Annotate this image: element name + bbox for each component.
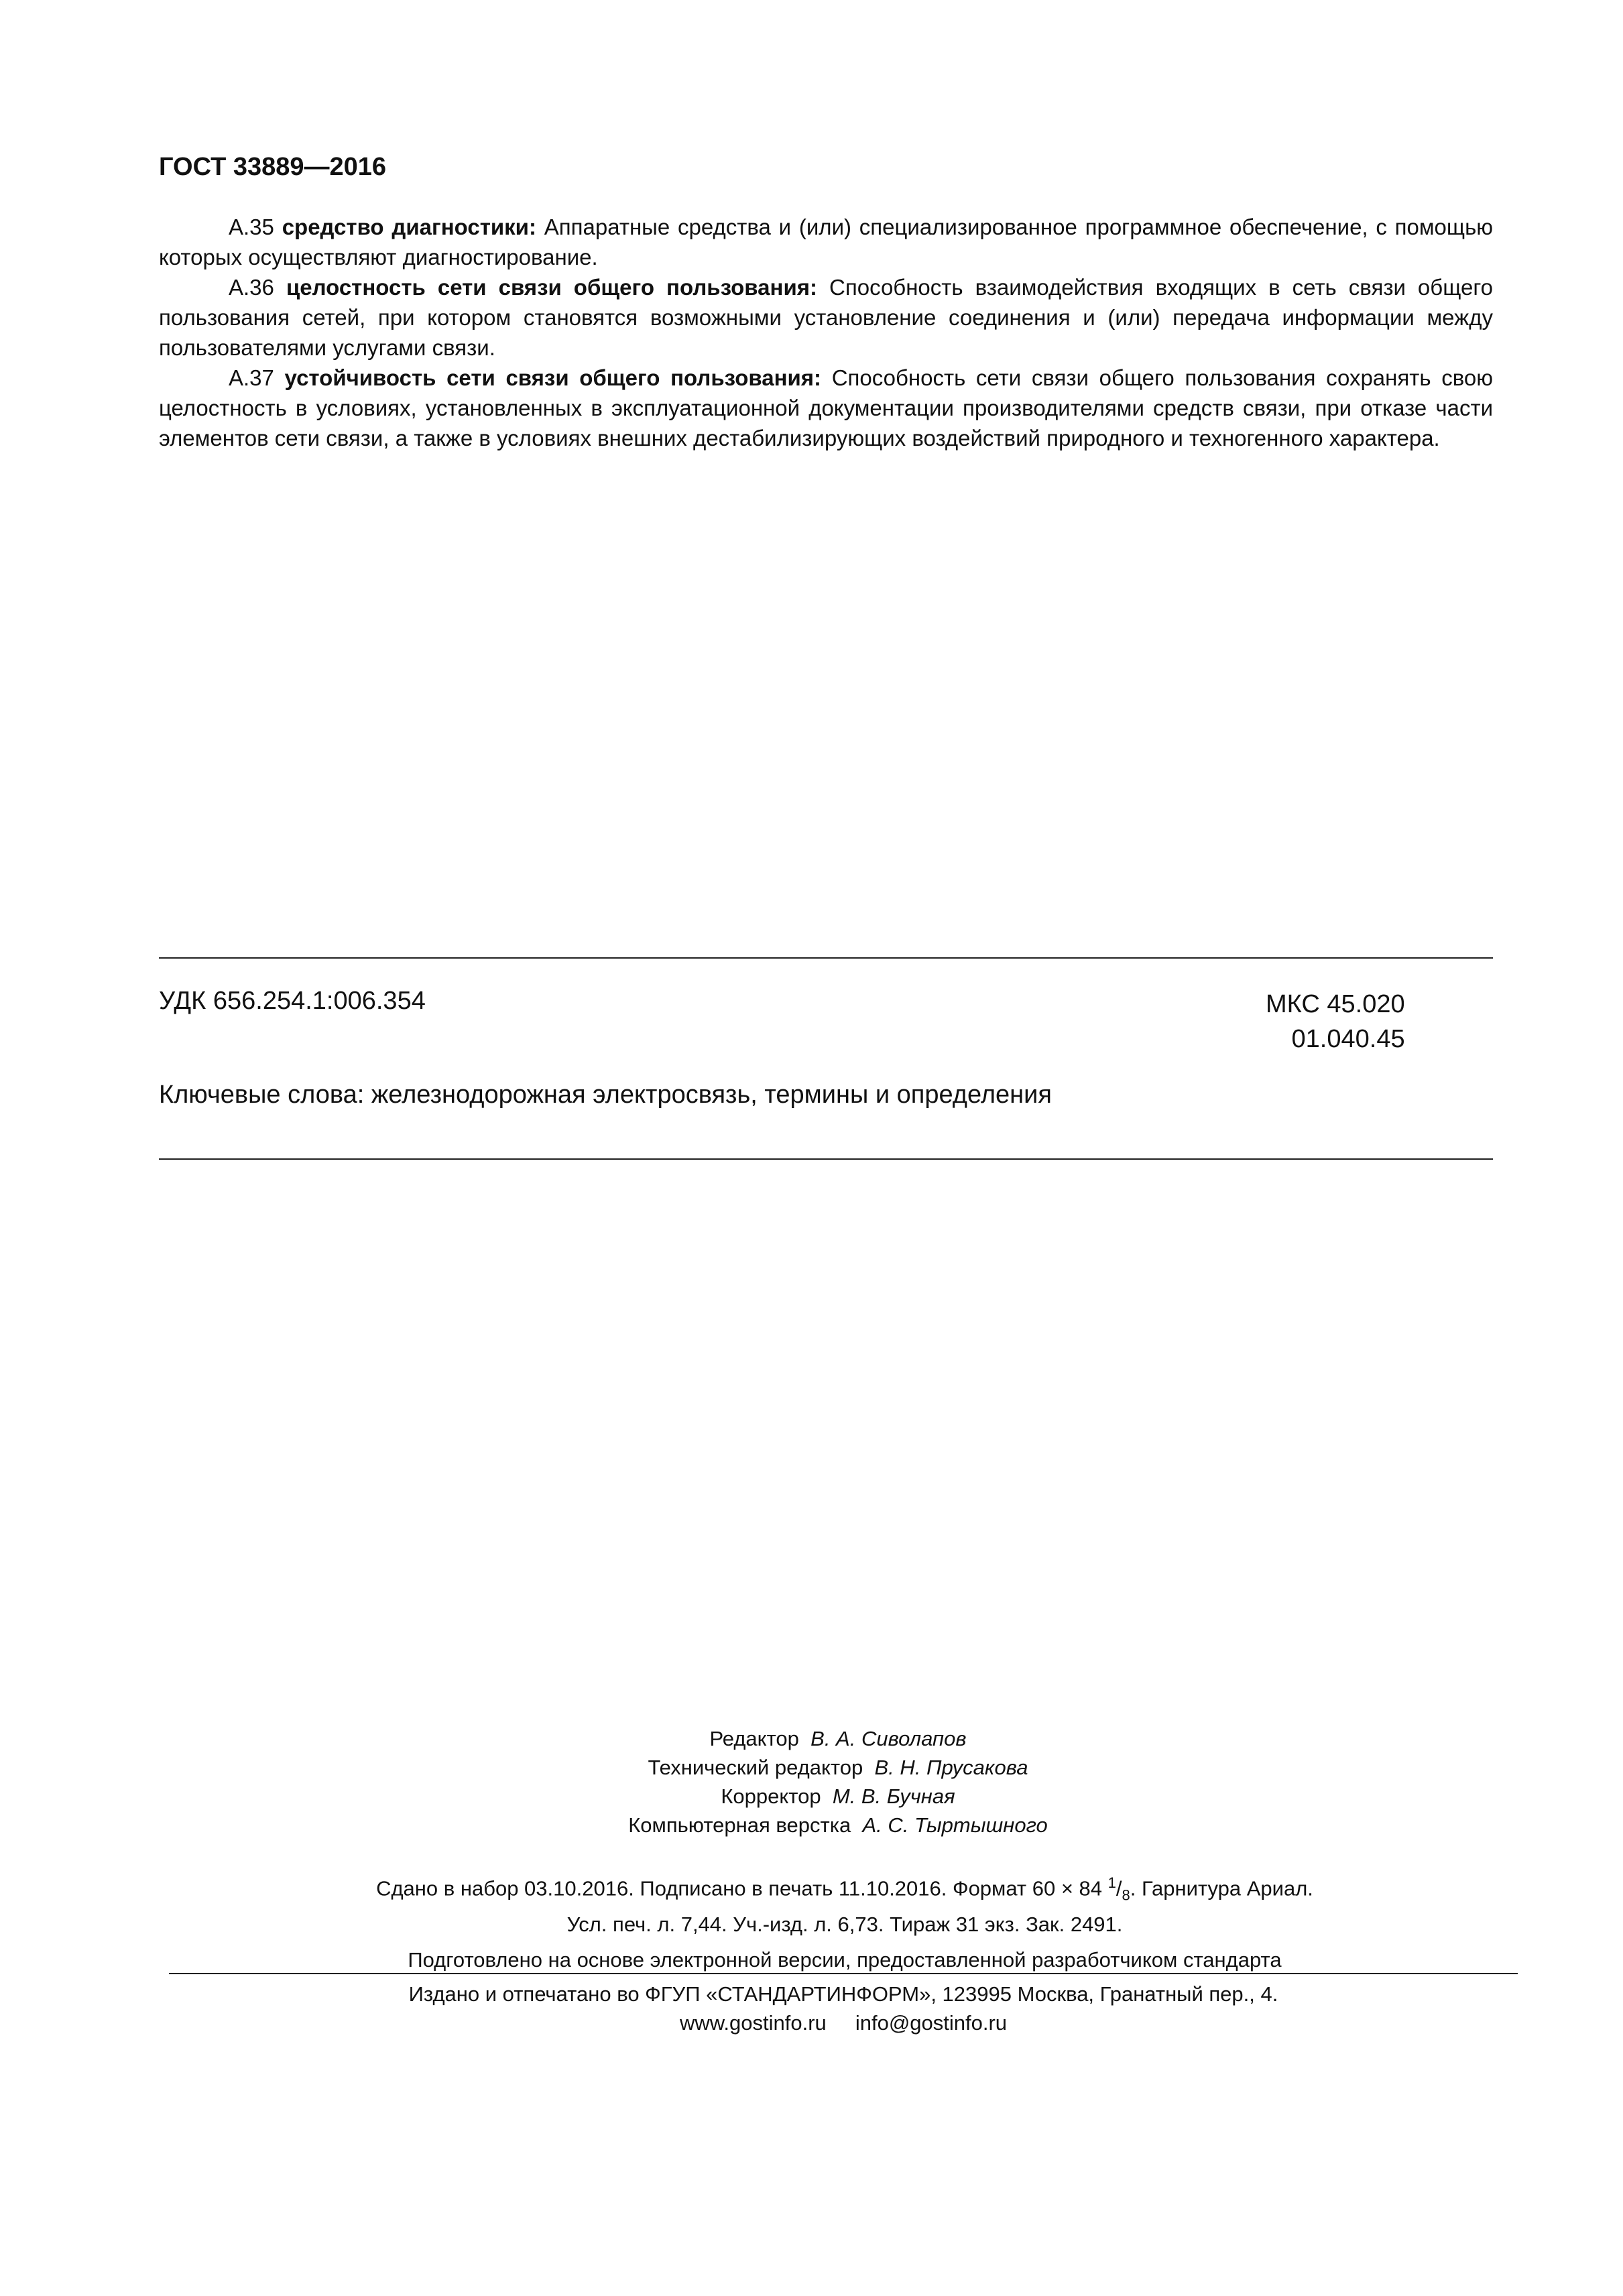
term-definition: Способность взаимодействия входящих в сеть связи общего пользования сетей, при котором становятся возможными установление соединения и (или) передача информации между пользователями услугами связи.	[159, 275, 1493, 360]
term-name: средство диагностики:	[282, 215, 536, 239]
term-number: А.37	[229, 365, 274, 390]
publication-dates: Сдано в набор 03.10.2016. Подписано в печать 11.10.2016. Формат 60 × 84	[376, 1876, 1108, 1900]
email-link[interactable]: info@gostinfo.ru	[855, 2011, 1008, 2035]
term-definition: Аппаратные средства и (или) специализированное программное обеспечение, с помощью которых осуществляют диагностирование.	[159, 215, 1494, 269]
credit-name: А. С. Тыртышного	[862, 1813, 1048, 1837]
credit-name: В. Н. Прусакова	[874, 1756, 1028, 1779]
term-number: А.36	[229, 275, 274, 300]
credit-role: Компьютерная верстка	[628, 1813, 851, 1837]
publication-line-2: Усл. печ. л. 7,44. Уч.-изд. л. 6,73. Тираж 31 экз. Зак. 2491.	[566, 1912, 1123, 1936]
format-fraction-denominator: 8	[1122, 1886, 1130, 1904]
credit-layout	[503, 1811, 1173, 1839]
terms-section	[159, 212, 1493, 453]
publication-line-3: Подготовлено на основе электронной версии, предоставленной разработчиком стандарта	[408, 1947, 1282, 1972]
staff-credits	[503, 1724, 1173, 1839]
credit-name: В. А. Сиволапов	[810, 1727, 967, 1750]
credit-role: Технический редактор	[648, 1756, 863, 1779]
credit-name: М. В. Бучная	[832, 1785, 955, 1808]
imprint-address: Издано и отпечатано во ФГУП «СТАНДАРТИНФОРМ», 123995 Москва, Гранатный пер., 4.	[408, 1982, 1278, 2006]
credit-role: Редактор	[709, 1727, 799, 1750]
divider-imprint	[169, 1973, 1518, 1974]
term-entry	[159, 212, 1493, 272]
publication-info	[235, 1868, 1455, 1974]
mks-code-1: МКС 45.020	[1266, 990, 1405, 1018]
term-number: А.35	[229, 215, 274, 239]
term-definition: Способность сети связи общего пользования сохранять свою целостность в условиях, установленных в эксплуатационной документации производителями средств связи, при отказе части элементов сети связи, а также в условиях внешних дестабилизирующих воздействий природного и техногенного характера.	[159, 365, 1493, 450]
term-name: устойчивость сети связи общего пользования:	[284, 365, 822, 390]
publication-line-1	[235, 1868, 1455, 1910]
divider-top	[159, 957, 1493, 959]
imprint-contacts	[169, 2008, 1518, 2037]
publisher-imprint	[169, 1980, 1518, 2037]
credit-proofreader	[503, 1782, 1173, 1811]
term-name: целостность сети связи общего пользования:	[286, 275, 817, 300]
website-link[interactable]: www.gostinfo.ru	[679, 2011, 827, 2035]
publication-typeface: . Гарнитура Ариал.	[1130, 1876, 1313, 1900]
divider-keywords	[159, 1158, 1493, 1160]
term-entry	[159, 363, 1493, 453]
udk-code: УДК 656.254.1:006.354	[159, 987, 426, 1015]
mks-codes	[1266, 987, 1405, 1056]
credit-editor	[503, 1724, 1173, 1753]
format-fraction-numerator: 1	[1107, 1874, 1116, 1891]
credit-role: Корректор	[721, 1785, 821, 1808]
format-fraction-slash: /	[1116, 1876, 1122, 1900]
term-entry	[159, 272, 1493, 363]
credit-tech-editor	[503, 1753, 1173, 1782]
mks-code-2: 01.040.45	[1291, 1025, 1405, 1053]
document-header: ГОСТ 33889—2016	[159, 153, 387, 181]
keywords-line: Ключевые слова: железнодорожная электросвязь, термины и определения	[159, 1081, 1052, 1109]
